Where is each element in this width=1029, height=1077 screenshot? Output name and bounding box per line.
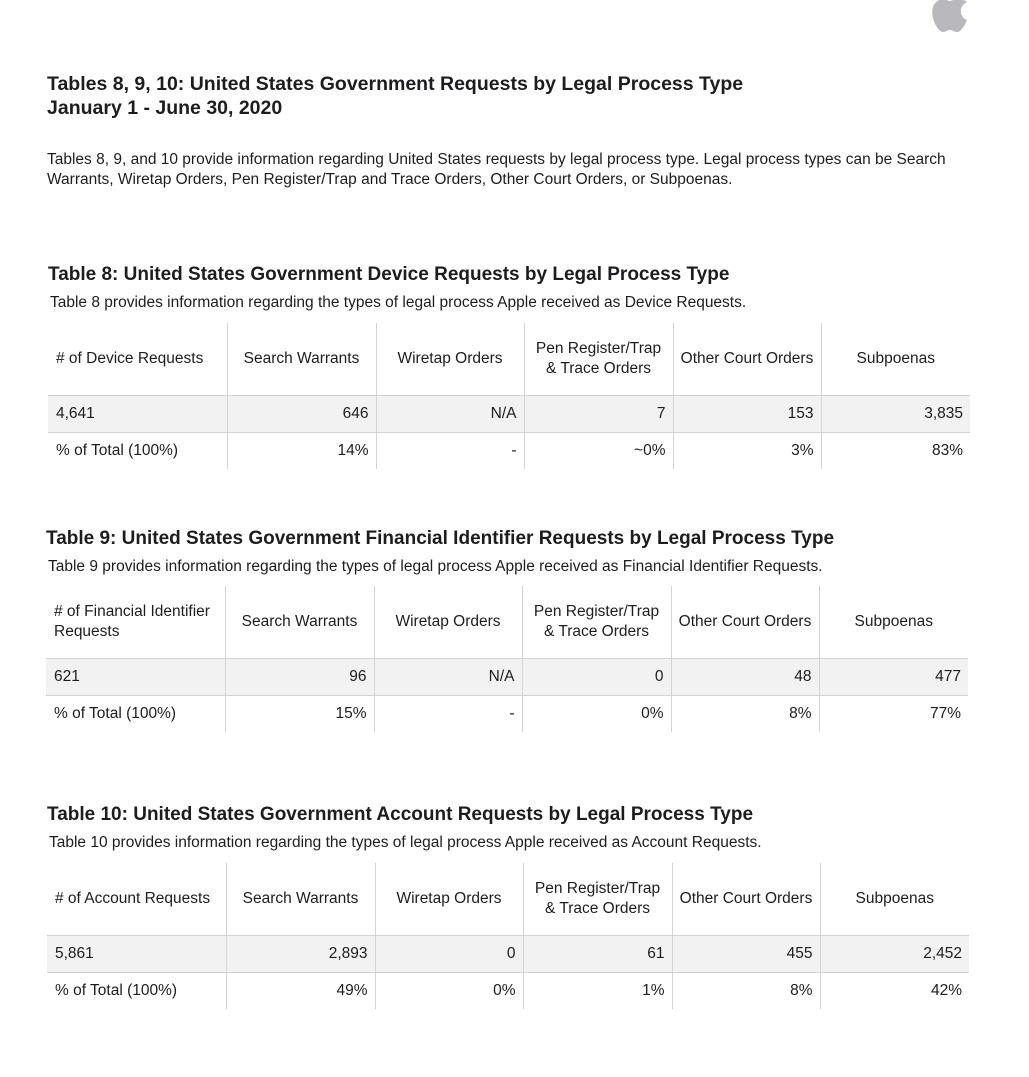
- table8-col-subpoenas: Subpoenas: [821, 323, 970, 395]
- page-title: [47, 72, 743, 120]
- table10-description: Table 10 provides information regarding the types of legal process Apple received as Account Requests.: [49, 834, 762, 851]
- table-cell: 61: [523, 935, 672, 972]
- table10-col-wiretap-orders: Wiretap Orders: [375, 863, 523, 935]
- table-cell: 0: [375, 935, 523, 972]
- table10-col-pen-register: Pen Register/Trap & Trace Orders: [523, 863, 672, 935]
- table-cell: % of Total (100%): [54, 704, 177, 722]
- table-row: [46, 695, 968, 732]
- table10-col-other-court-orders: Other Court Orders: [672, 863, 820, 935]
- table9-header-row: [46, 586, 968, 658]
- table9-col-wiretap-orders: Wiretap Orders: [374, 586, 522, 658]
- table-row: [46, 658, 968, 695]
- table-cell: % of Total (100%): [55, 981, 178, 999]
- table-cell: 7: [524, 395, 673, 432]
- apple-logo-icon: [928, 0, 974, 34]
- table8-header: [48, 263, 746, 313]
- table-cell: 455: [672, 935, 820, 972]
- table-cell: 48: [671, 658, 819, 695]
- table8-col-search-warrants: Search Warrants: [227, 323, 376, 395]
- table-row: [47, 972, 969, 1009]
- table9-col-search-warrants: Search Warrants: [225, 586, 374, 658]
- page-title-line1: Tables 8, 9, 10: United States Government Requests by Legal Process Type: [47, 73, 744, 95]
- table9-col-subpoenas: Subpoenas: [819, 586, 968, 658]
- table10-title: Table 10: United States Government Account Requests by Legal Process Type: [47, 804, 754, 825]
- table9-description: Table 9 provides information regarding the types of legal process Apple received as Financial Identifier Requests.: [48, 558, 823, 575]
- table-cell: 2,893: [226, 935, 375, 972]
- table-cell: N/A: [376, 395, 524, 432]
- table-cell: 96: [225, 658, 374, 695]
- table10-header-row: [47, 863, 969, 935]
- table8-col-wiretap-orders: Wiretap Orders: [376, 323, 524, 395]
- table-cell: 14%: [227, 432, 376, 469]
- table-cell: 153: [673, 395, 821, 432]
- table-cell: 5,861: [47, 935, 226, 972]
- table10-col-subpoenas: Subpoenas: [820, 863, 969, 935]
- table-cell: 477: [819, 658, 968, 695]
- table-cell: 621: [46, 658, 225, 695]
- table9: [46, 586, 968, 732]
- table8-description: Table 8 provides information regarding the types of legal process Apple received as Device Requests.: [50, 294, 747, 311]
- table-row: [48, 432, 970, 469]
- table8-col-requests: # of Device Requests: [56, 349, 204, 367]
- table-cell: -: [374, 695, 522, 732]
- table-cell: 0%: [522, 695, 671, 732]
- table9-col-requests: # of Financial Identifier Requests: [54, 602, 210, 640]
- table9-title: Table 9: United States Government Financial Identifier Requests by Legal Process Type: [46, 528, 835, 549]
- table-cell: 42%: [820, 972, 969, 1009]
- table-cell: 15%: [225, 695, 374, 732]
- table10: [47, 863, 969, 1009]
- table10-header: [47, 803, 762, 853]
- table-cell: 8%: [671, 695, 819, 732]
- table10-col-search-warrants: Search Warrants: [226, 863, 375, 935]
- table9-col-other-court-orders: Other Court Orders: [671, 586, 819, 658]
- page-title-line2: January 1 - June 30, 2020: [47, 97, 283, 119]
- table-cell: ~0%: [524, 432, 673, 469]
- table-cell: 646: [227, 395, 376, 432]
- table-cell: 83%: [821, 432, 970, 469]
- table10-col-requests: # of Account Requests: [55, 889, 211, 907]
- table-cell: % of Total (100%): [56, 441, 179, 459]
- table-cell: 0%: [375, 972, 523, 1009]
- intro-text: Tables 8, 9, and 10 provide information regarding United States requests by legal process type. Legal process types can be Search Warrants, Wiretap Orders, Pen Register/Trap and Trace Orders, Other Court Orders, or Subpoenas.: [47, 151, 946, 188]
- table-cell: -: [376, 432, 524, 469]
- table-row: [48, 395, 970, 432]
- table-cell: 8%: [672, 972, 820, 1009]
- table8-col-pen-register: Pen Register/Trap & Trace Orders: [524, 323, 673, 395]
- table-cell: 2,452: [820, 935, 969, 972]
- table-cell: N/A: [374, 658, 522, 695]
- table8: [48, 323, 970, 469]
- table-cell: 77%: [819, 695, 968, 732]
- table-cell: 49%: [226, 972, 375, 1009]
- table8-title: Table 8: United States Government Device Requests by Legal Process Type: [48, 264, 730, 285]
- table-cell: 1%: [523, 972, 672, 1009]
- table-cell: 4,641: [48, 395, 227, 432]
- table-cell: 3,835: [821, 395, 970, 432]
- table-row: [47, 935, 969, 972]
- table9-col-pen-register: Pen Register/Trap & Trace Orders: [522, 586, 671, 658]
- table8-header-row: [48, 323, 970, 395]
- table-cell: 3%: [673, 432, 821, 469]
- table8-col-other-court-orders: Other Court Orders: [673, 323, 821, 395]
- table9-header: [46, 527, 834, 577]
- table-cell: 0: [522, 658, 671, 695]
